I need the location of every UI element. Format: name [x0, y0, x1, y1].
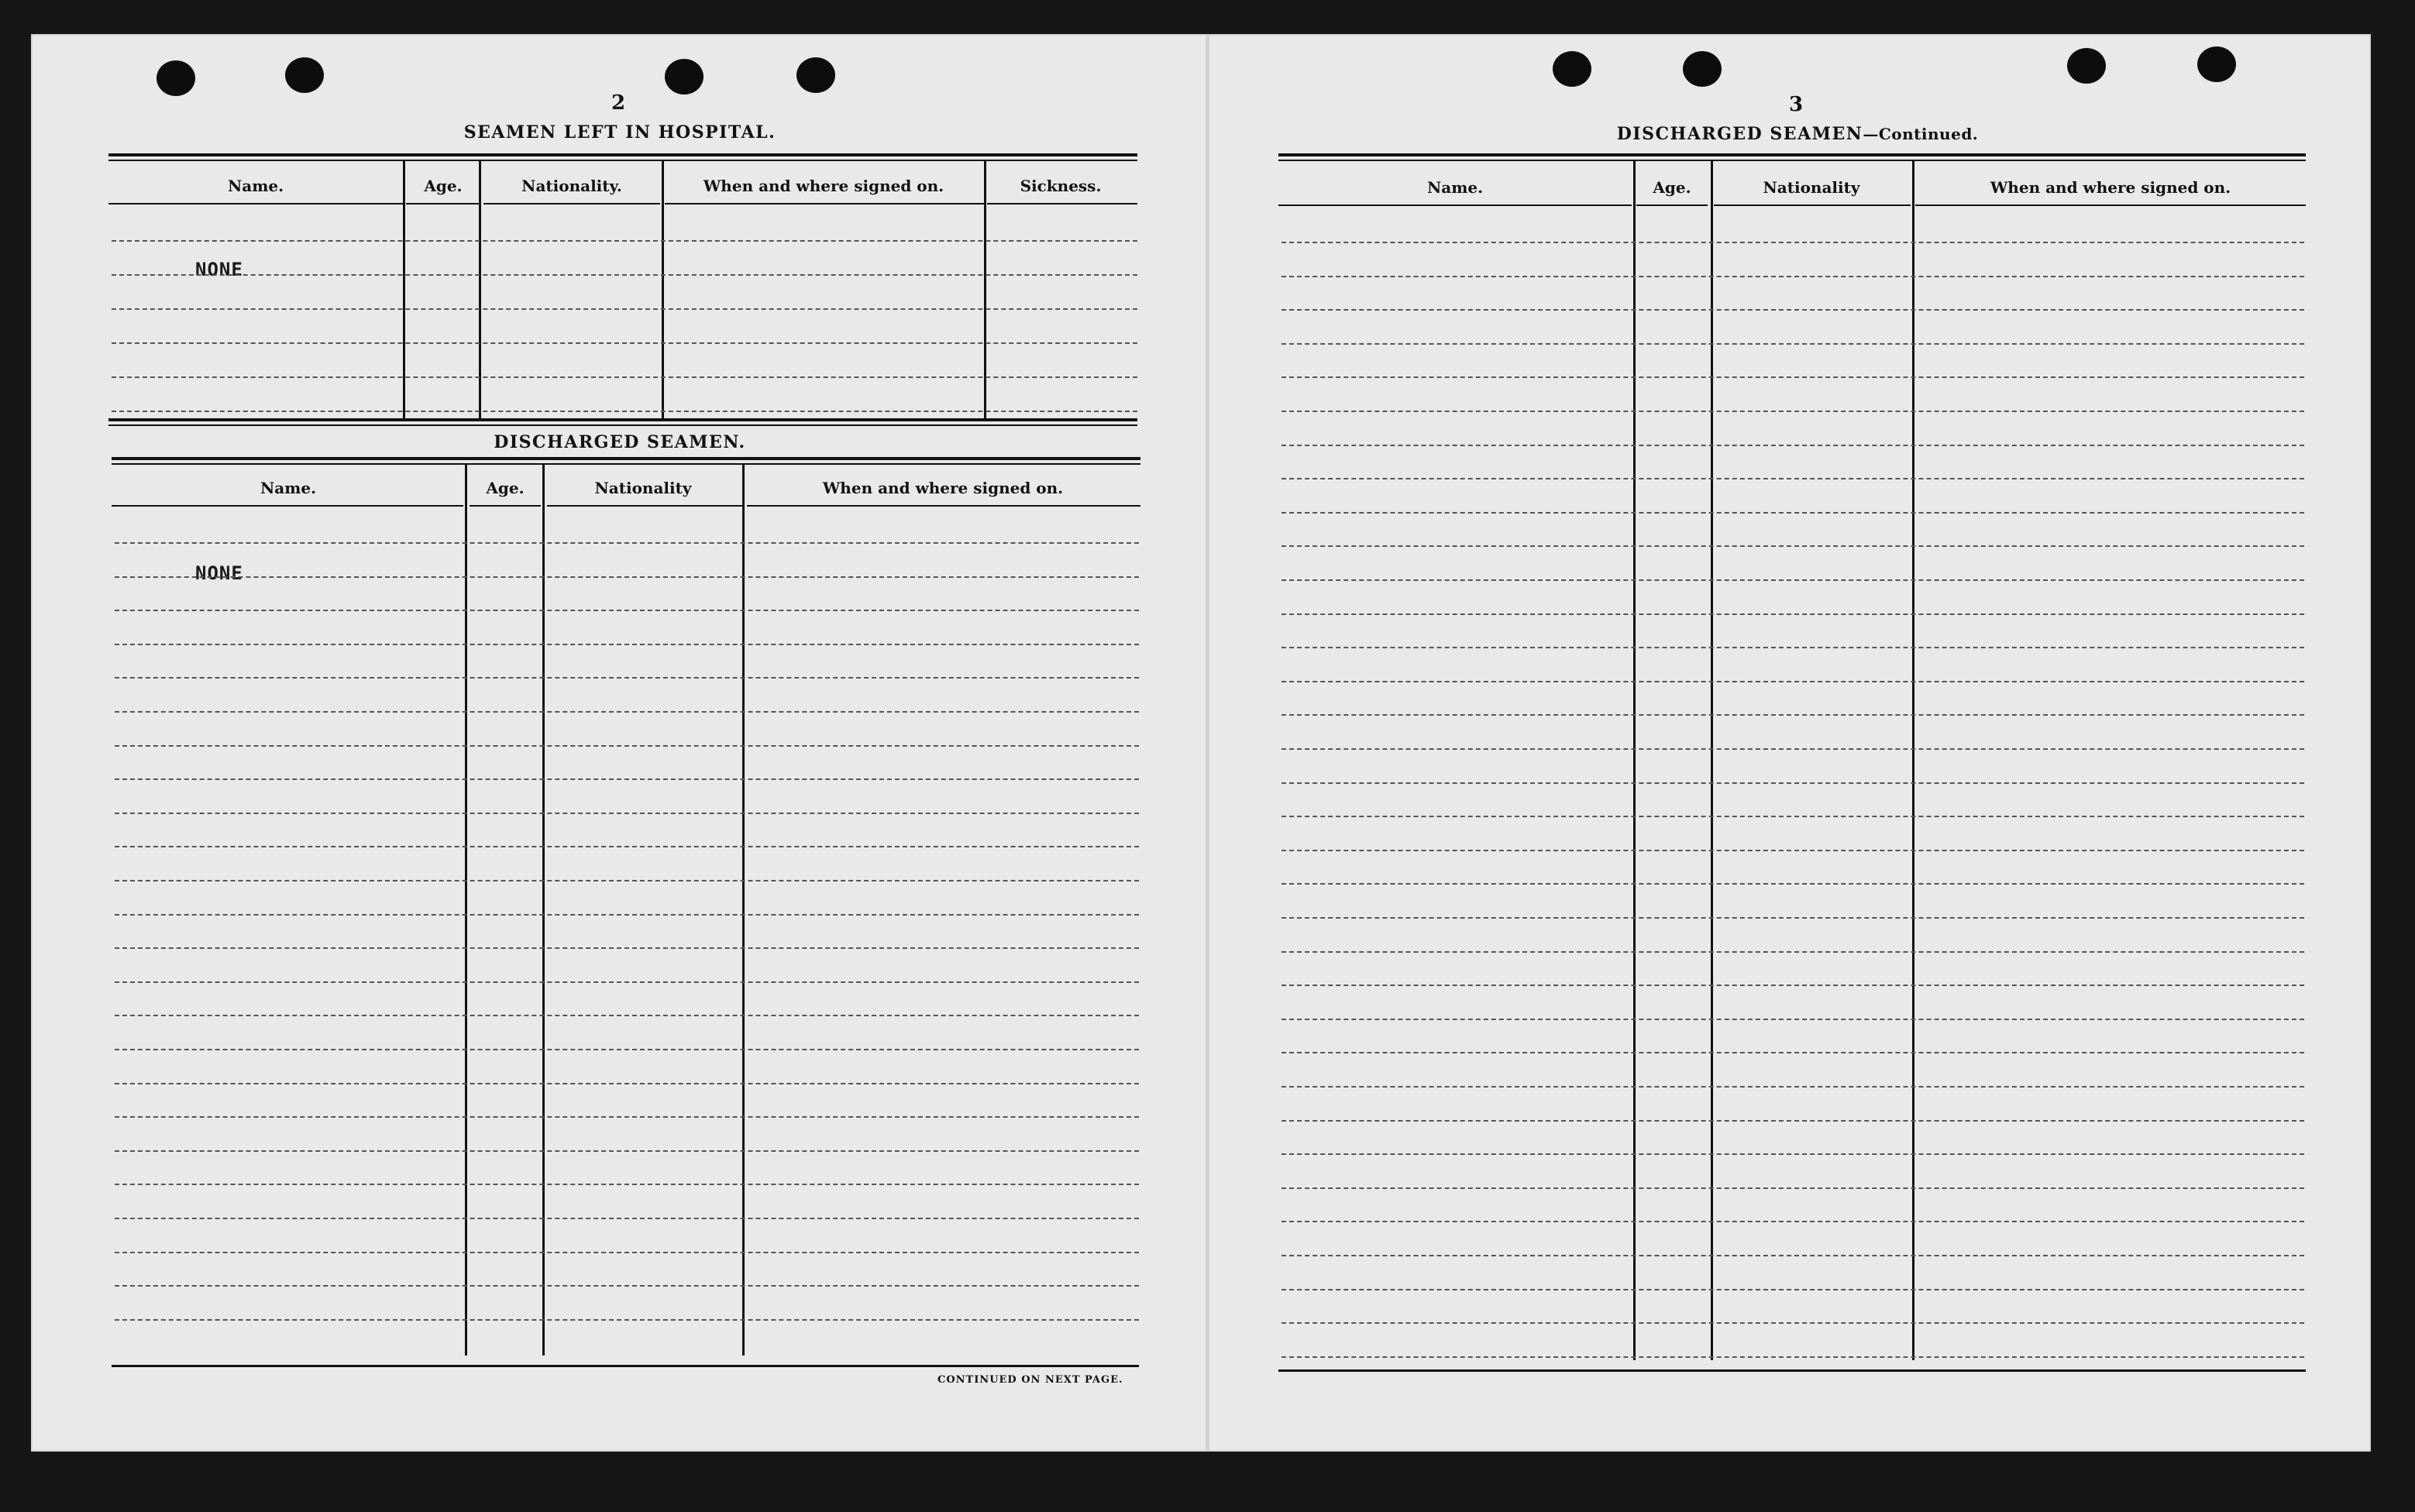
ruled-line [1281, 850, 2304, 851]
ruled-line [115, 677, 1139, 679]
ruled-line [115, 644, 1139, 645]
ruled-line [1281, 1255, 2304, 1256]
ruled-line [115, 1218, 1139, 1219]
ruled-line [1281, 1289, 2304, 1290]
header-underline [1714, 204, 1911, 206]
header-underline [747, 505, 1140, 507]
ruled-line [115, 1015, 1139, 1016]
header-underline [112, 505, 463, 507]
ruled-line [1281, 1019, 2304, 1020]
ruled-line [112, 274, 1137, 276]
continued-footer: CONTINUED ON NEXT PAGE. [937, 1374, 1123, 1386]
hospital-name-entry: NONE [195, 259, 243, 280]
column-divider [1711, 160, 1713, 1360]
table-top-rule [108, 153, 1137, 159]
header-underline [470, 505, 541, 507]
punch-hole [157, 60, 195, 96]
ruled-line [115, 1049, 1139, 1050]
ruled-line [1281, 883, 2304, 885]
col-header-age: Age. [1653, 178, 1691, 197]
col-header-age: Age. [486, 479, 525, 497]
page-fold [1206, 34, 1209, 1452]
ruled-line [1281, 613, 2304, 615]
discharged-name-entry: NONE [195, 562, 243, 584]
ruled-line [1281, 1356, 2304, 1358]
col-header-name: Name. [260, 479, 317, 497]
ruled-line [115, 542, 1139, 544]
ruled-line [115, 1116, 1139, 1118]
col-header-sickness: Sickness. [1020, 177, 1102, 195]
punch-hole [2067, 48, 2106, 84]
ruled-line [115, 981, 1139, 983]
punch-hole [1553, 51, 1591, 87]
ruled-line [115, 711, 1139, 713]
ruled-line [1281, 985, 2304, 986]
ruled-line [115, 610, 1139, 611]
ruled-line [1281, 411, 2304, 412]
column-divider [984, 161, 986, 418]
ruled-line [115, 947, 1139, 949]
ruled-line [112, 411, 1137, 412]
ruled-line [115, 1252, 1139, 1253]
discharged-continued-table [1278, 153, 2306, 1424]
ruled-line [115, 813, 1139, 814]
ruled-line [115, 1285, 1139, 1287]
punch-hole [665, 59, 704, 94]
ruled-line [1281, 782, 2304, 784]
ruled-line [1281, 242, 2304, 243]
ruled-line [115, 576, 1139, 578]
ruled-line [115, 880, 1139, 881]
header-underline [547, 505, 742, 507]
ruled-line [1281, 1187, 2304, 1189]
col-header-signed-on: When and where signed on. [822, 479, 1064, 497]
col-header-nationality: Nationality [594, 479, 692, 497]
discharged-table [112, 457, 1140, 1418]
ruled-line [1281, 276, 2304, 277]
hospital-section-title: SEAMEN LEFT IN HOSPITAL. [463, 122, 776, 143]
col-header-nationality: Nationality [1763, 178, 1860, 197]
ruled-line [1281, 816, 2304, 817]
column-divider [479, 161, 481, 418]
ruled-line [1281, 917, 2304, 919]
col-header-nationality: Nationality. [521, 177, 622, 195]
table-bottom-rule [112, 1365, 1139, 1367]
discharged-section-title: DISCHARGED SEAMEN. [494, 432, 746, 452]
column-divider [542, 463, 545, 1356]
ruled-line [115, 1184, 1139, 1185]
right-page-number: 3 [1788, 93, 1804, 116]
ruled-line [112, 342, 1137, 344]
right-title-text: DISCHARGED SEAMEN [1616, 124, 1863, 144]
header-underline [987, 203, 1137, 204]
col-header-name: Name. [227, 177, 284, 195]
table-bottom-rule [1278, 1369, 2306, 1372]
right-title-suffix: —Continued. [1863, 125, 1979, 143]
column-divider [1912, 160, 1914, 1360]
document-sheet [31, 34, 2371, 1452]
ruled-line [115, 778, 1139, 780]
ruled-line [1281, 714, 2304, 716]
col-header-signed-on: When and where signed on. [1990, 178, 2231, 197]
punch-hole [1683, 51, 1722, 87]
ruled-line [115, 1083, 1139, 1084]
table-top-rule [1278, 153, 2306, 159]
header-underline [1278, 204, 1632, 206]
column-divider [742, 463, 745, 1356]
header-underline [483, 203, 660, 204]
ruled-line [1281, 681, 2304, 682]
column-divider [662, 161, 664, 418]
header-underline [1915, 204, 2306, 206]
ruled-line [1281, 445, 2304, 446]
header-underline [406, 203, 479, 204]
ruled-line [115, 745, 1139, 747]
table-top-rule [112, 457, 1140, 462]
ruled-line [112, 240, 1137, 242]
right-section-title [1503, 124, 2092, 144]
column-divider [1633, 160, 1636, 1360]
ruled-line [1281, 1322, 2304, 1324]
col-header-age: Age. [424, 177, 463, 195]
ruled-line [115, 1319, 1139, 1321]
ruled-line [1281, 1086, 2304, 1088]
column-divider [403, 161, 405, 418]
ruled-line [1281, 1120, 2304, 1122]
header-underline [1636, 204, 1708, 206]
column-divider [465, 463, 467, 1356]
ruled-line [1281, 1221, 2304, 1222]
ruled-line [115, 914, 1139, 916]
col-header-name: Name. [1426, 178, 1484, 197]
ruled-line [1281, 1153, 2304, 1155]
table-bottom-rule [108, 418, 1137, 424]
punch-hole [796, 57, 835, 93]
header-underline [108, 203, 403, 204]
ruled-line [115, 1150, 1139, 1152]
hospital-table [108, 153, 1137, 463]
ruled-line [1281, 478, 2304, 479]
punch-hole [285, 57, 324, 93]
punch-hole [2197, 46, 2236, 82]
ruled-line [1281, 647, 2304, 648]
ruled-line [112, 376, 1137, 378]
ruled-line [1281, 579, 2304, 581]
ruled-line [112, 308, 1137, 310]
header-underline [665, 203, 984, 204]
ruled-line [1281, 376, 2304, 378]
ruled-line [1281, 951, 2304, 953]
ruled-line [1281, 512, 2304, 514]
ruled-line [1281, 309, 2304, 311]
col-header-signed-on: When and where signed on. [703, 177, 944, 195]
ruled-line [115, 846, 1139, 847]
ruled-line [1281, 748, 2304, 750]
ruled-line [1281, 1052, 2304, 1053]
ruled-line [1281, 545, 2304, 547]
left-page-number: 2 [611, 91, 626, 115]
ruled-line [1281, 343, 2304, 345]
